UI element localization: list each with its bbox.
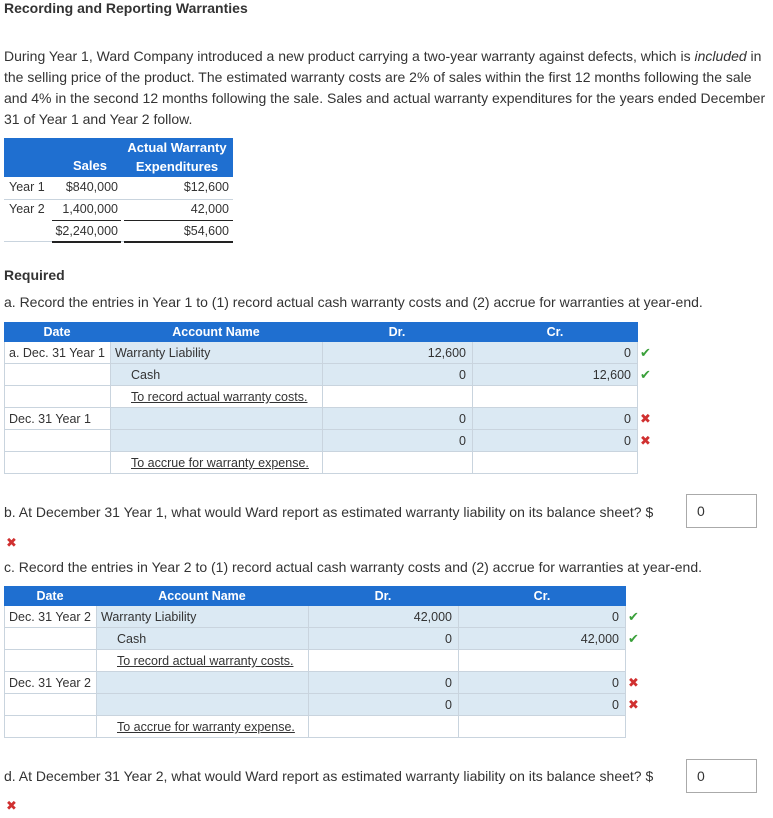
header-dr: Dr. [374,589,392,603]
answer-d-incorrect-icon: ✖ [6,798,17,813]
account-name-input[interactable]: Cash [96,628,308,650]
summary-row-exp: 42,000 [190,202,229,216]
empty-cell [458,716,626,738]
empty-cell [458,650,626,672]
summary-row-label: Year 2 [9,202,45,216]
entry-date [4,430,110,452]
empty-cell [308,650,458,672]
entry-date [4,452,110,474]
account-name-input[interactable] [110,430,322,452]
divider [4,199,233,200]
correct-check-icon: ✔ [640,345,651,360]
incorrect-x-icon: ✖ [628,675,639,690]
question-c: c. Record the entries in Year 2 to (1) record actual cash warranty costs and (2) accrue for warranties at year-end. [4,559,702,575]
entry-description: To record actual warranty costs. [110,386,322,408]
incorrect-x-icon: ✖ [628,697,639,712]
summary-col-exp-2: Expenditures [135,159,219,174]
intro-text-1: During Year 1, Ward Company introduced a new product carrying a two-year warranty against defects, which is [4,48,695,64]
problem-intro [4,46,768,130]
correct-check-icon: ✔ [628,631,639,646]
debit-input[interactable]: 0 [322,430,472,452]
summary-row-label: Year 1 [9,180,45,194]
entry-date[interactable]: Dec. 31 Year 2 [4,672,96,694]
credit-input[interactable]: 42,000 [458,628,626,650]
correct-check-icon: ✔ [640,367,651,382]
summary-total-exp: $54,600 [183,224,229,238]
intro-italic: included [694,48,747,64]
question-d: d. At December 31 Year 2, what would Ward report as estimated warranty liability on its balance sheet? $ [4,768,654,784]
credit-input[interactable]: 0 [472,342,638,364]
debit-input[interactable]: 12,600 [322,342,472,364]
account-name-input[interactable] [96,672,308,694]
empty-cell [308,716,458,738]
entry-date [4,628,96,650]
debit-input[interactable]: 42,000 [308,606,458,628]
entry-date[interactable]: Dec. 31 Year 1 [4,408,110,430]
account-name-input[interactable]: Warranty Liability [110,342,322,364]
intro-text-2: in the selling price of the product. The estimated warranty costs are 2% of sales within the first 12 months following the sale and 4% in the second 12 months following the sale. Sales and actual warranty expenditures for the years ended December 31 of Year 1 and Year 2 follow. [4,48,766,127]
header-cr: Cr. [533,589,551,603]
account-name-input[interactable] [96,694,308,716]
summary-col-exp-1: Actual Warranty [127,140,227,155]
empty-cell [472,452,638,474]
credit-input[interactable]: 0 [472,408,638,430]
entry-description: To accrue for warranty expense. [110,452,322,474]
question-b: b. At December 31 Year 1, what would Ward report as estimated warranty liability on its balance sheet? $ [4,504,654,520]
credit-input[interactable]: 0 [458,672,626,694]
credit-input[interactable]: 12,600 [472,364,638,386]
header-account-name: Account Name [172,325,260,339]
entry-date [4,386,110,408]
entry-description: To accrue for warranty expense. [96,716,308,738]
account-name-input[interactable] [110,408,322,430]
question-a: a. Record the entries in Year 1 to (1) record actual cash warranty costs and (2) accrue for warranties at year-end. [4,294,703,310]
entry-date [4,650,96,672]
debit-input[interactable]: 0 [322,364,472,386]
credit-input[interactable]: 0 [458,606,626,628]
summary-col-sales: Sales [73,158,107,173]
required-heading: Required [4,267,65,283]
entry-date[interactable]: a. Dec. 31 Year 1 [4,342,110,364]
debit-input[interactable]: 0 [308,694,458,716]
account-name-input[interactable]: Cash [110,364,322,386]
answer-b-input[interactable]: 0 [686,494,757,528]
header-date: Date [43,325,71,339]
answer-b-incorrect-icon: ✖ [6,535,17,550]
summary-row-sales: $840,000 [65,180,118,194]
header-cr: Cr. [546,325,564,339]
entry-date [4,364,110,386]
empty-cell [322,386,472,408]
debit-input[interactable]: 0 [322,408,472,430]
header-dr: Dr. [388,325,406,339]
correct-check-icon: ✔ [628,609,639,624]
credit-input[interactable]: 0 [458,694,626,716]
credit-input[interactable]: 0 [472,430,638,452]
entry-date[interactable]: Dec. 31 Year 2 [4,606,96,628]
incorrect-x-icon: ✖ [640,433,651,448]
incorrect-x-icon: ✖ [640,411,651,426]
summary-total-sales: $2,240,000 [55,224,118,238]
debit-input[interactable]: 0 [308,628,458,650]
double-rule [52,241,121,243]
answer-d-input[interactable]: 0 [686,759,757,793]
summary-row-sales: 1,400,000 [62,202,118,216]
account-name-input[interactable]: Warranty Liability [96,606,308,628]
summary-row-exp: $12,600 [183,180,229,194]
entry-date [4,716,96,738]
empty-cell [472,386,638,408]
empty-cell [322,452,472,474]
header-account-name: Account Name [158,589,246,603]
header-date: Date [36,589,64,603]
double-rule [124,241,233,243]
entry-description: To record actual warranty costs. [96,650,308,672]
debit-input[interactable]: 0 [308,672,458,694]
page-title: Recording and Reporting Warranties [4,0,248,16]
entry-date [4,694,96,716]
